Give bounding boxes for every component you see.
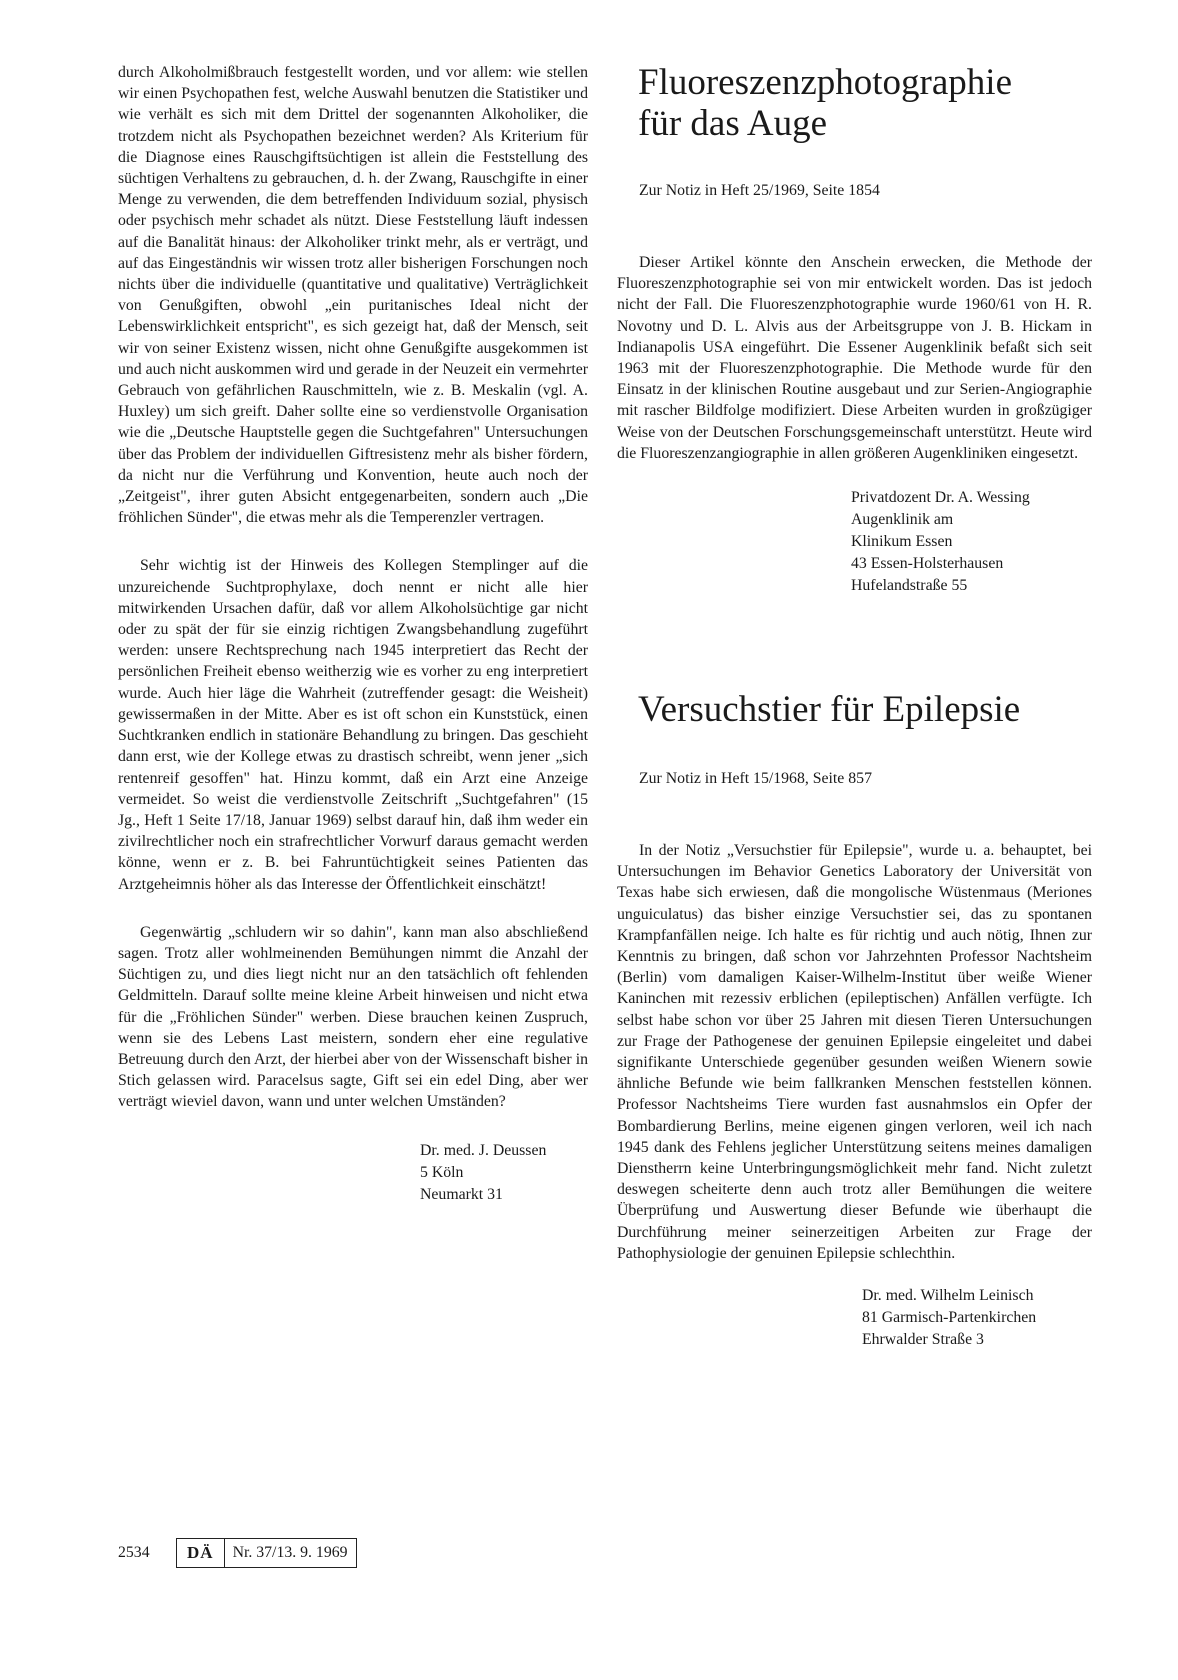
signature-wessing bbox=[851, 487, 1092, 597]
signature-line: 43 Essen-Holsterhausen bbox=[851, 555, 1004, 573]
article-subtitle: Zur Notiz in Heft 25/1969, Seite 1854 bbox=[639, 182, 880, 199]
signature-line: Privatdozent Dr. A. Wessing bbox=[851, 489, 1030, 507]
article-body: In der Notiz „Versuchstier für Epilepsie", wurde u. a. behauptet, bei Untersuchungen im Behavior Genetics Laboratory der Universität von Texas habe sich erwiesen, daß die mongolische Wüstenmaus (Meriones unguiculatus) das bisher einzige Versuchstier sei, das zu spontanen Krampfanfällen neige. Ich halte es für richtig und auch nötig, Ihnen zur Kenntnis zu bringen, daß schon vor Jahrzehnten Professor Nachtsheim (Berlin) vom damaligen Kaiser-Wilhelm-Institut über weiße Wiener Kaninchen mit rezessiv erblichen (epileptischen) Anfällen verfügte. Ich selbst habe schon vor über 25 Jahren mit diesen Tieren Untersuchungen zur Frage der Pathogenese der genuinen Epilepsie eingeleitet und dabei signifikante Unterschiede gegenüber gesunden weißen Wienern sowie ähnliche Befunde wie beim fallkranken Menschen feststellen können. Professor Nachtsheims Tiere wurden fast ausnahmslos ein Opfer der Bombardierung Berlins, meine eigenen gingen verloren, weil ich nach 1945 dank des Fehlens jeglicher Unterstützung seitens meines damaligen Dienstherrn keine Unterbringungsmöglichkeit mehr fand. Nicht zuletzt deswegen scheiterte denn auch trotz aller Bemühungen die weitere Überprüfung und Auswertung dieser Befunde wie überhaupt die Durchführung meiner seinerzeitigen Arbeiten zur Frage der Pathophysiologie der genuinen Epilepsie schlechthin. bbox=[617, 842, 1092, 1262]
issue-number: Nr. 37/13. 9. 1969 bbox=[232, 1544, 348, 1561]
article-body: Dieser Artikel könnte den Anschein erwecken, die Methode der Fluoreszenzphotographie sei von mir entwickelt worden. Das ist jedoch nicht der Fall. Die Fluoreszenzphotographie wurde 1960/61 von H. R. Novotny und D. L. Alvis aus der Arbeitsgruppe von J. B. Hickam in Indianapolis USA eingeführt. Die Essener Augenklinik befaßt sich seit 1963 mit der Fluoreszenzphotographie. Die Methode wurde für den Einsatz in der klinischen Routine ausgebaut und zur Serien-Angiographie mit rascher Bildfolge modifiziert. Diese Arbeiten wurden in großzügiger Weise von der Deutschen Forschungsgemeinschaft unterstützt. Heute wird die Fluoreszenzangiographie in allen größeren Augenkliniken eingesetzt. bbox=[617, 254, 1092, 462]
signature-line: Klinikum Essen bbox=[851, 533, 953, 551]
signature-leinisch bbox=[862, 1285, 1092, 1351]
signature-line: 5 Köln bbox=[420, 1163, 464, 1181]
article-title-line-2: für das Auge bbox=[638, 103, 828, 144]
article-title-line-1: Fluoreszenzphotographie bbox=[638, 62, 1012, 103]
signature-line: Ehrwalder Straße 3 bbox=[862, 1331, 984, 1349]
right-column bbox=[617, 62, 1092, 1351]
letter-paragraph-1: durch Alkoholmißbrauch festgestellt worden, und vor allem: wie stellen wir einen Psychopathen fest, welche Auswahl benutzen die Statistiker und wie verhält es sich mit dem Drittel der sogenannten Alkoholiker, die trotzdem nicht als Psychopathen bezeichnet werden? Als Kriterium für die Diagnose eines Rauschgiftsüchtigen ist allein die Feststellung des süchtigen Verhaltens zu gebrauchen, d. h. der Zwang, Rauschgifte in einer Menge zu verwenden, die dem betreffenden Individuum sozial, physisch oder psychisch mehr schadet als nützt. Diese Feststellung läuft indessen auf die Banalität hinaus: der Alkoholiker trinkt mehr, als er verträgt, und auf das Eingeständnis wir wissen trotz aller bisherigen Forschungen noch nichts über die individuelle (quantitative und qualitative) Verträglichkeit von Genußgiften, obwohl „ein puritanisches Ideal nicht der Lebenswirklichkeit entspricht", es sich gezeigt hat, daß der Mensch, seit wir von seiner Existenz wissen, nicht ohne Genußgifte ausgekommen ist und auch nicht auskommen wird und gerade in der Neuzeit ein vermehrter Gebrauch von gefährlichen Rauschmitteln, wie z. B. Meskalin (vgl. A. Huxley) um sich greift. Daher sollte eine so verdienstvolle Organisation wie die „Deutsche Hauptstelle gegen die Suchtgefahren" Untersuchungen über das Problem der individuellen Giftresistenz mehr als bisher fördern, da nicht nur die Verführung und Konvention, heute auch noch der „Zeitgeist", ihrer guten Absicht entgegenarbeiten, sondern auch „Die fröhlichen Sünder", die etwas mehr als die Temperenzler vertragen. bbox=[118, 64, 588, 527]
signature-line: Hufelandstraße 55 bbox=[851, 577, 968, 595]
journal-box bbox=[176, 1538, 357, 1568]
journal-logo: DÄ bbox=[177, 1539, 225, 1567]
signature-line: Dr. med. J. Deussen bbox=[420, 1141, 547, 1159]
page-number: 2534 bbox=[118, 1544, 150, 1561]
article-fluoreszenz bbox=[617, 62, 1092, 597]
signature-line: Dr. med. Wilhelm Leinisch bbox=[862, 1287, 1034, 1305]
signature-line: Augenklinik am bbox=[851, 511, 954, 529]
article-subtitle: Zur Notiz in Heft 15/1968, Seite 857 bbox=[639, 770, 872, 788]
signature-line: Neumarkt 31 bbox=[420, 1185, 503, 1203]
signature-line: 81 Garmisch-Partenkirchen bbox=[862, 1309, 1037, 1327]
letter-paragraph-2: Sehr wichtig ist der Hinweis des Kollegen Stemplinger auf die unzureichende Suchtprophylaxe, doch nennt er nicht alle hier mitwirkenden Ursachen dafür, daß vor allem Alkoholsüchtige gar nicht oder zu spät der für sie einzig richtigen Zwangsbehandlung zugeführt werden: unsere Rechtsprechung nach 1945 interpretiert das Recht der persönlichen Freiheit ebenso weitherzig wie es vorher zu eng interpretiert wurde. Auch hier läge die Wahrheit (zutreffender gesagt: die Weisheit) gewissermaßen in der Mitte. Aber es ist oft schon ein Kunststück, einen Suchtkranken endlich in stationäre Behandlung zu bringen. Das geschieht dann erst, wie der Kollege etwas zu drastisch schreibt, wenn jener „sich rentenreif gesoffen" hat. Hinzu kommt, daß ein Arzt eine Anzeige vermeidet. So weist die verdienstvolle Zeitschrift „Suchtgefahren" (15 Jg., Heft 1 Seite 17/18, Januar 1969) selbst darauf hin, daß ihm weder ein zivilrechtlicher noch ein strafrechtlicher Vorwurf daraus gemacht werden könne, wenn er z. B. bei Fahruntüchtigkeit seines Patienten das Arztgeheimnis höher als das Interesse der Öffentlichkeit einschätzt! bbox=[118, 557, 588, 893]
article-versuchstier bbox=[617, 689, 1092, 1351]
signature-deussen bbox=[420, 1140, 588, 1206]
article-title: Versuchstier für Epilepsie bbox=[638, 689, 1021, 731]
page-footer bbox=[118, 1539, 357, 1567]
article-title bbox=[638, 62, 1092, 144]
letter-paragraph-3: Gegenwärtig „schludern wir so dahin", kann man also abschließend sagen. Trotz aller wohlmeinenden Bemühungen nimmt die Anzahl der Süchtigen zu, und dies liegt nicht nur an den tatsächlich oft fehlenden Geldmitteln. Darauf sollte meine kleine Arbeit hinweisen und nicht etwa für die „Fröhlichen Sünder" werben. Diese brauchen keinen Zuspruch, wenn sie des Lebens Last meistern, sondern eher eine regulative Betreuung durch den Arzt, der hierbei aber von der Wissenschaft bisher in Stich gelassen wird. Paracelsus sagte, Gift sei ein edel Ding, aber wer verträgt wieviel davon, wann und unter welchen Umständen? bbox=[118, 923, 588, 1111]
left-column bbox=[118, 62, 588, 1206]
